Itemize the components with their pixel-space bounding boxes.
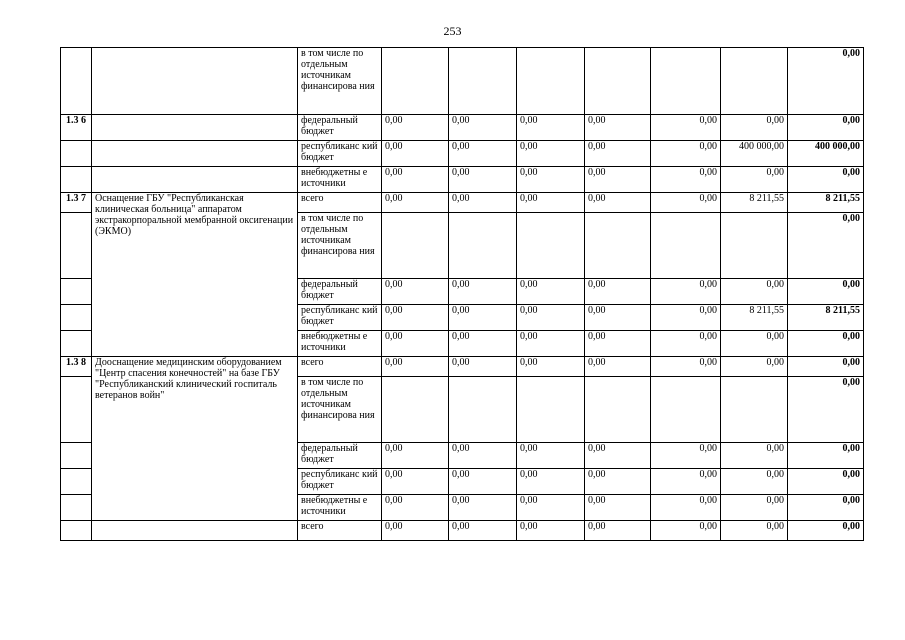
value-cell: 0,00: [721, 279, 788, 305]
value-cell: 0,00: [382, 141, 449, 167]
value-cell: 0,00: [651, 469, 721, 495]
value-cell: 0,00: [788, 495, 864, 521]
value-cell: 0,00: [788, 443, 864, 469]
value-cell: 8 211,55: [788, 305, 864, 331]
value-cell: 0,00: [651, 443, 721, 469]
value-cell: 0,00: [517, 469, 585, 495]
value-cell: 0,00: [382, 115, 449, 141]
source-label: внебюджетны е источники: [298, 331, 382, 357]
value-cell: 0,00: [788, 167, 864, 193]
value-cell: 0,00: [449, 443, 517, 469]
table-row: [61, 167, 864, 193]
value-cell: 0,00: [585, 521, 651, 541]
source-label: всего: [298, 193, 382, 213]
value-cell: 0,00: [788, 115, 864, 141]
value-cell: 400 000,00: [721, 141, 788, 167]
value-cell: 0,00: [517, 521, 585, 541]
value-cell: 0,00: [651, 279, 721, 305]
value-cell: 0,00: [651, 193, 721, 213]
value-cell: 0,00: [517, 115, 585, 141]
value-cell: 0,00: [651, 331, 721, 357]
source-label: республиканс кий бюджет: [298, 469, 382, 495]
row-number-cell: [61, 48, 92, 115]
value-cell: 0,00: [449, 193, 517, 213]
source-label: всего: [298, 521, 382, 541]
value-cell: 0,00: [449, 357, 517, 377]
value-cell: 0,00: [382, 443, 449, 469]
value-cell: 0,00: [517, 443, 585, 469]
table-row: [61, 357, 864, 377]
source-label: в том числе по отдельным источникам финансирова ния: [298, 377, 382, 443]
financing-table: [60, 47, 864, 541]
value-cell: 0,00: [585, 495, 651, 521]
value-cell: 0,00: [721, 443, 788, 469]
value-cell: 0,00: [585, 141, 651, 167]
value-cell: 0,00: [651, 305, 721, 331]
value-cell: 0,00: [517, 279, 585, 305]
value-cell: 0,00: [449, 167, 517, 193]
table-row: [61, 193, 864, 213]
value-cell: 0,00: [585, 305, 651, 331]
table-row: [61, 521, 864, 541]
value-cell: 0,00: [788, 48, 864, 115]
value-cell: 0,00: [449, 495, 517, 521]
value-cell: 0,00: [651, 495, 721, 521]
event-name-cell: [92, 48, 298, 115]
row-number: 1.3 6: [61, 115, 92, 141]
value-cell: 0,00: [651, 521, 721, 541]
value-cell: 0,00: [449, 331, 517, 357]
value-cell: 0,00: [585, 331, 651, 357]
value-cell: 0,00: [585, 115, 651, 141]
value-cell: 400 000,00: [788, 141, 864, 167]
value-cell: 0,00: [651, 357, 721, 377]
value-cell: 0,00: [449, 279, 517, 305]
source-label: федеральный бюджет: [298, 279, 382, 305]
value-cell: 0,00: [449, 115, 517, 141]
value-cell: 0,00: [382, 521, 449, 541]
source-label: федеральный бюджет: [298, 443, 382, 469]
value-cell: 0,00: [788, 377, 864, 443]
value-cell: 0,00: [517, 357, 585, 377]
table-row: [61, 48, 864, 115]
event-name: [92, 521, 298, 541]
value-cell: 0,00: [517, 167, 585, 193]
value-cell: 0,00: [585, 167, 651, 193]
value-cell: 0,00: [517, 331, 585, 357]
source-label: в том числе по отдельным источникам финансирова ния: [298, 48, 382, 115]
value-cell: 0,00: [449, 469, 517, 495]
value-cell: 0,00: [517, 193, 585, 213]
value-cell: 0,00: [382, 193, 449, 213]
value-cell: 0,00: [517, 305, 585, 331]
value-cell: 0,00: [585, 357, 651, 377]
source-label: внебюджетны е источники: [298, 495, 382, 521]
source-label: федеральный бюджет: [298, 115, 382, 141]
value-cell: 0,00: [382, 469, 449, 495]
value-cell: 0,00: [788, 469, 864, 495]
value-cell: 0,00: [721, 495, 788, 521]
page-number: 253: [443, 24, 462, 38]
row-number: 1.3 8: [61, 357, 92, 377]
source-label: республиканс кий бюджет: [298, 305, 382, 331]
value-cell: 0,00: [382, 279, 449, 305]
table-row: [61, 141, 864, 167]
value-cell: 0,00: [721, 331, 788, 357]
value-cell: 8 211,55: [721, 305, 788, 331]
value-cell: 0,00: [721, 521, 788, 541]
value-cell: 0,00: [382, 331, 449, 357]
source-label: республиканс кий бюджет: [298, 141, 382, 167]
value-cell: 0,00: [788, 331, 864, 357]
source-label: всего: [298, 357, 382, 377]
value-cell: 0,00: [382, 167, 449, 193]
value-cell: 0,00: [721, 357, 788, 377]
value-cell: 0,00: [651, 167, 721, 193]
value-cell: 0,00: [788, 213, 864, 279]
value-cell: 0,00: [585, 193, 651, 213]
value-cell: 0,00: [721, 167, 788, 193]
value-cell: 8 211,55: [788, 193, 864, 213]
table-row: [61, 115, 864, 141]
value-cell: 0,00: [585, 469, 651, 495]
value-cell: 0,00: [449, 305, 517, 331]
source-label: внебюджетны е источники: [298, 167, 382, 193]
source-label: в том числе по отдельным источникам финансирова ния: [298, 213, 382, 279]
value-cell: 0,00: [382, 495, 449, 521]
value-cell: 0,00: [651, 115, 721, 141]
value-cell: 8 211,55: [721, 193, 788, 213]
value-cell: 0,00: [788, 521, 864, 541]
value-cell: 0,00: [788, 279, 864, 305]
value-cell: 0,00: [382, 305, 449, 331]
event-name: Дооснащение медицинским оборудованием "Центр спасения конечностей" на базе ГБУ "Республиканский клинический госпиталь ветеранов войн": [92, 357, 298, 521]
value-cell: 0,00: [585, 443, 651, 469]
value-cell: 0,00: [585, 279, 651, 305]
row-number: [61, 521, 92, 541]
value-cell: 0,00: [382, 357, 449, 377]
value-cell: 0,00: [449, 141, 517, 167]
value-cell: 0,00: [721, 469, 788, 495]
event-name: Оснащение ГБУ "Республиканская клиническая больница" аппаратом экстракорпоральной мембранной оксигенации (ЭКМО): [92, 193, 298, 357]
value-cell: 0,00: [517, 495, 585, 521]
row-number: 1.3 7: [61, 193, 92, 213]
value-cell: 0,00: [517, 141, 585, 167]
value-cell: 0,00: [721, 115, 788, 141]
value-cell: 0,00: [651, 141, 721, 167]
value-cell: 0,00: [449, 521, 517, 541]
value-cell: 0,00: [788, 357, 864, 377]
